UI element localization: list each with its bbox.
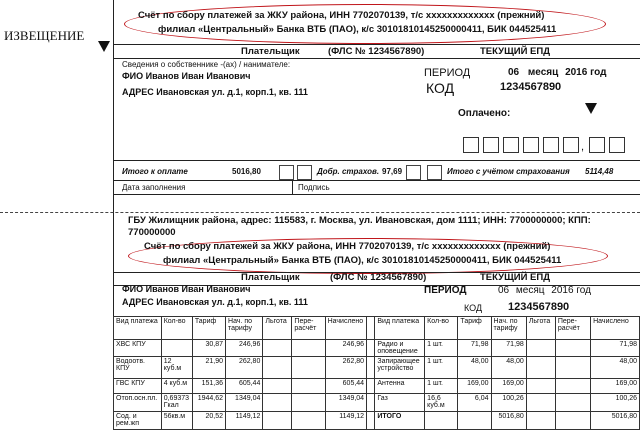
period-day: 06: [498, 285, 510, 296]
total-insurance-label: Итого с учётом страхования: [447, 167, 570, 176]
table-cell: 100,26: [591, 394, 640, 412]
table-cell: [367, 379, 375, 394]
column-header: Начислено: [325, 317, 366, 340]
divider: [292, 180, 293, 194]
period-year-label: год: [576, 285, 591, 296]
period-month-label: месяц: [515, 285, 545, 296]
period-year: 2016: [565, 67, 588, 78]
table-cell: 48,00: [458, 357, 491, 379]
column-header: Пере-расчёт: [555, 317, 590, 340]
column-header: Нач. по тарифу: [491, 317, 526, 340]
code-label: КОД: [464, 303, 483, 313]
table-cell: Водоотв. КПУ: [114, 357, 162, 379]
total-label: Итого к оплате: [122, 167, 188, 176]
table-cell: [367, 357, 375, 379]
table-cell: Сод. и рем.жп: [114, 412, 162, 430]
table-cell: 1349,04: [226, 394, 263, 412]
table-cell: [425, 412, 458, 430]
fio-value: Иванов Иван Иванович: [145, 71, 251, 81]
table-cell: 169,00: [591, 379, 640, 394]
payer-title: Плательщик: [241, 46, 300, 57]
table-cell: 56кв.м: [161, 412, 192, 430]
period-year: 2016: [551, 285, 574, 296]
table-cell: 0,69373 Гкал: [161, 394, 192, 412]
table-cell: 12 куб.м: [161, 357, 192, 379]
table-cell: [367, 412, 375, 430]
table-cell: 151,36: [192, 379, 225, 394]
table-cell: 48,00: [491, 357, 526, 379]
fio-label: ФИО: [122, 284, 144, 294]
table-cell: [292, 357, 325, 379]
table-cell: 4 куб.м: [161, 379, 192, 394]
table-cell: [526, 357, 555, 379]
period-year-label: год: [590, 67, 607, 78]
divider: [113, 180, 640, 181]
column-header: Вид платежа: [375, 317, 425, 340]
table-cell: [367, 340, 375, 357]
table-row: [114, 394, 640, 412]
table-cell: [292, 394, 325, 412]
table-cell: 605,44: [226, 379, 263, 394]
table-cell: 30,87: [192, 340, 225, 357]
table-cell: 169,00: [491, 379, 526, 394]
table-cell: Газ: [375, 394, 425, 412]
table-cell: [263, 357, 292, 379]
column-header: Начислено: [591, 317, 640, 340]
table-cell: 1 шт.: [425, 379, 458, 394]
table-cell: [555, 379, 590, 394]
table-row: [114, 412, 640, 430]
divider: [113, 194, 640, 195]
table-cell: 1149,12: [226, 412, 263, 430]
divider: [113, 160, 640, 161]
table-cell: [161, 340, 192, 357]
total-checkbox[interactable]: [279, 165, 294, 180]
table-cell: [263, 394, 292, 412]
code-label: КОД: [426, 80, 455, 96]
table-cell: 100,26: [491, 394, 526, 412]
period-month-label: месяц: [527, 67, 559, 78]
table-cell: Антенна: [375, 379, 425, 394]
table-cell: 262,80: [226, 357, 263, 379]
code-value: 1234567890: [500, 81, 562, 93]
table-cell: [526, 379, 555, 394]
insurance-value: 97,69: [382, 167, 403, 176]
address-value: Ивановская ул. д.1, корп.1, кв. 111: [156, 87, 308, 97]
services-table: [113, 316, 640, 430]
table-row: [114, 357, 640, 379]
period-label: ПЕРИОД: [424, 67, 471, 79]
table-cell: 6,04: [458, 394, 491, 412]
table-cell: [263, 412, 292, 430]
table-cell: Запирающее устройство: [375, 357, 425, 379]
period-label: ПЕРИОД: [424, 285, 467, 296]
column-header: Вид платежа: [114, 317, 162, 340]
insurance-total-checkbox-2[interactable]: [427, 165, 442, 180]
table-cell: 48,00: [591, 357, 640, 379]
table-cell: 20,52: [192, 412, 225, 430]
table-cell: [292, 379, 325, 394]
column-header: Льгота: [526, 317, 555, 340]
table-cell: Радио и оповещение: [375, 340, 425, 357]
table-cell: [367, 394, 375, 412]
table-cell: 5016,80: [491, 412, 526, 430]
table-cell: 169,00: [458, 379, 491, 394]
table-cell: [555, 357, 590, 379]
table-cell: 71,98: [491, 340, 526, 357]
payer-title: Плательщик: [241, 272, 300, 283]
address-label: АДРЕС: [122, 87, 154, 97]
table-cell: 71,98: [458, 340, 491, 357]
bank-header-line-1: Счёт по сбору платежей за ЖКУ района, ИНН 7702070139, т/с xxxxxxxxxxxxx (прежний): [138, 10, 545, 21]
insurance-checkbox[interactable]: [297, 165, 312, 180]
table-cell: ХВС КПУ: [114, 340, 162, 357]
table-cell: 246,96: [325, 340, 366, 357]
fold-arrow-icon: [98, 41, 110, 52]
table-cell: 1 шт.: [425, 357, 458, 379]
divider: [113, 44, 640, 45]
table-cell: 16,6 куб.м: [425, 394, 458, 412]
total-insurance-value: 5114,48: [585, 167, 614, 176]
organization-line-2: 770000000: [128, 227, 176, 238]
bank-header-line-2: филиал «Центральный» Банка ВТБ (ПАО), к/с 30101810145250000411, БИК 044525411: [158, 24, 557, 35]
table-cell: 21,90: [192, 357, 225, 379]
notice-label: ИЗВЕЩЕНИЕ: [4, 28, 85, 43]
table-cell: 1944,62: [192, 394, 225, 412]
organization-line-1: ГБУ Жилищник района, адрес: 115583, г. Москва, ул. Ивановская, дом 1111; ИНН: 7700000000; КПП:: [128, 215, 591, 226]
table-cell: 5016,80: [591, 412, 640, 430]
table-cell: [555, 412, 590, 430]
fls-number: (ФЛС № 1234567890): [330, 272, 427, 283]
column-header: Кол-во: [161, 317, 192, 340]
table-cell: 262,80: [325, 357, 366, 379]
paid-separator: ,: [581, 141, 585, 153]
address-value: Ивановская ул. д.1, корп.1, кв. 111: [156, 297, 308, 307]
table-cell: 71,98: [591, 340, 640, 357]
fio-value: Иванов Иван Иванович: [145, 284, 251, 294]
table-cell: [263, 379, 292, 394]
table-cell: ГВС КПУ: [114, 379, 162, 394]
code-value: 1234567890: [508, 301, 570, 313]
table-cell: 1349,04: [325, 394, 366, 412]
table-cell: [526, 412, 555, 430]
table-cell: [458, 412, 491, 430]
column-header: Кол-во: [425, 317, 458, 340]
total-value: 5016,80: [232, 167, 261, 176]
bank-header-line-1: Счёт по сбору платежей за ЖКУ района, ИНН 7702070139, т/с xxxxxxxxxxxxx (прежний): [144, 241, 551, 252]
table-row: [114, 379, 640, 394]
address-label: АДРЕС: [122, 297, 154, 307]
period-day: 06: [508, 67, 520, 78]
insurance-total-checkbox[interactable]: [406, 165, 421, 180]
insurance-label: Добр. страхов.: [317, 167, 380, 176]
table-cell: 605,44: [325, 379, 366, 394]
table-cell: [292, 340, 325, 357]
current-epd-label: ТЕКУЩИЙ ЕПД: [480, 46, 550, 57]
paid-label: Оплачено:: [458, 108, 511, 119]
table-header-row: [114, 317, 640, 340]
table-cell: Отоп.осн.пл.: [114, 394, 162, 412]
column-header: Нач. по тарифу: [226, 317, 263, 340]
bank-header-line-2: филиал «Центральный» Банка ВТБ (ПАО), к/с 30101810145250000411, БИК 044525411: [163, 255, 562, 266]
column-header: Тариф: [458, 317, 491, 340]
signature-label: Подпись: [298, 183, 330, 192]
table-cell: [292, 412, 325, 430]
table-cell: 1 шт.: [425, 340, 458, 357]
divider: [113, 58, 640, 59]
fio-label: ФИО: [122, 71, 144, 81]
column-header: [367, 317, 375, 340]
owner-info-label: Сведения о собственнике -(ах) / нанимателе:: [122, 60, 291, 69]
current-epd-label: ТЕКУЩИЙ ЕПД: [480, 272, 550, 283]
table-cell: 246,96: [226, 340, 263, 357]
table-cell: [555, 394, 590, 412]
column-header: Пере-расчёт: [292, 317, 325, 340]
fill-date-label: Дата заполнения: [122, 183, 186, 192]
column-header: Тариф: [192, 317, 225, 340]
tear-line: [0, 212, 640, 213]
table-cell: [263, 340, 292, 357]
table-cell: 1149,12: [325, 412, 366, 430]
table-row: [114, 340, 640, 357]
fls-number: (ФЛС № 1234567890): [328, 46, 425, 57]
table-cell: ИТОГО: [375, 412, 425, 430]
table-cell: [526, 340, 555, 357]
column-header: Льгота: [263, 317, 292, 340]
fold-arrow-icon: [585, 103, 597, 114]
table-cell: [526, 394, 555, 412]
table-cell: [555, 340, 590, 357]
